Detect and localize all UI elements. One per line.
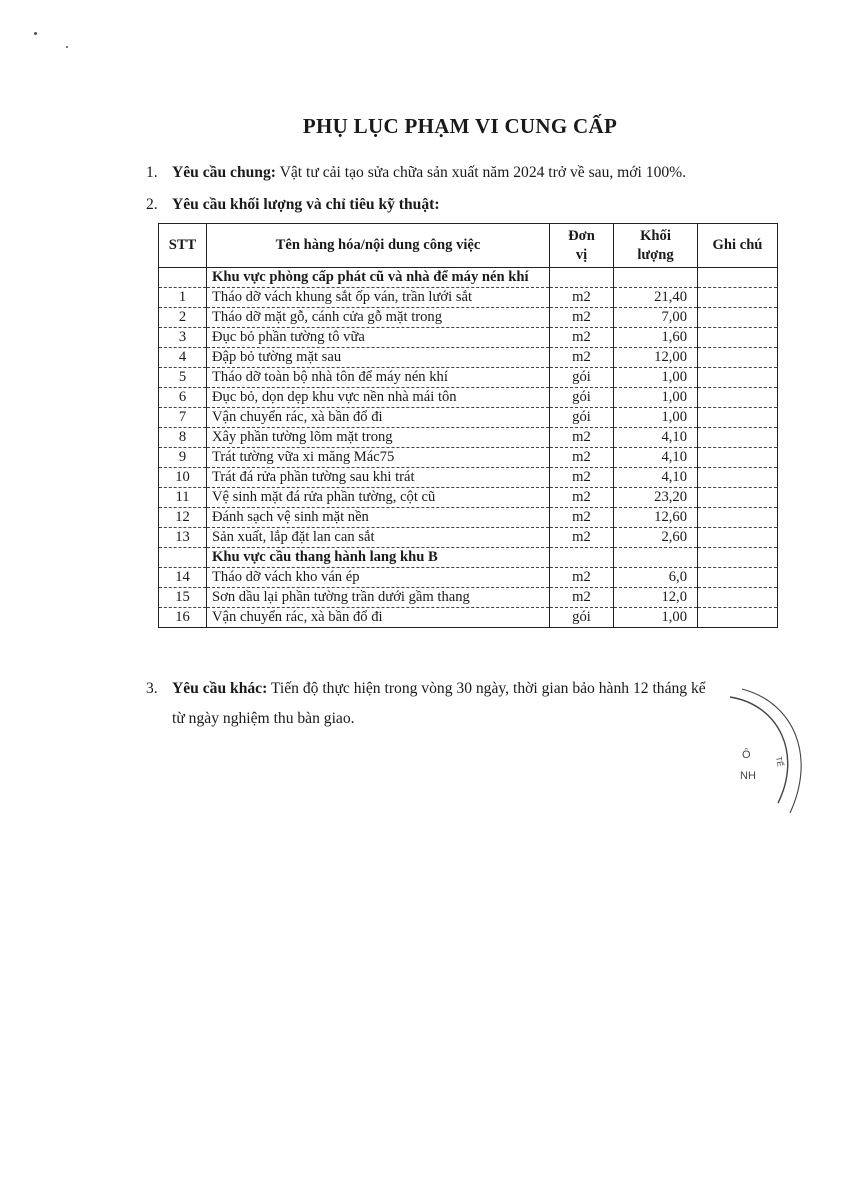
cell-quantity: 12,00 [614,348,698,368]
cell-unit: m2 [550,568,614,588]
cell-unit: m2 [550,588,614,608]
requirement-quantity [146,194,440,216]
cell-quantity: 1,60 [614,328,698,348]
cell-unit: m2 [550,488,614,508]
table-row [159,468,778,488]
table-section-row [159,548,778,568]
table-row [159,328,778,348]
requirement-label: Yêu cầu khối lượng và chỉ tiêu kỹ thuật: [172,196,440,213]
cell-name: Tháo dỡ vách kho ván ép [207,568,550,588]
requirement-general [146,162,686,184]
cell-name: Đánh sạch vệ sinh mặt nền [207,508,550,528]
empty-cell [698,548,778,568]
cell-name: Tháo dỡ toàn bộ nhà tôn để máy nén khí [207,368,550,388]
cell-stt: 13 [159,528,207,548]
cell-stt: 7 [159,408,207,428]
cell-name: Đập bỏ tường mặt sau [207,348,550,368]
cell-unit: m2 [550,348,614,368]
cell-unit: m2 [550,308,614,328]
requirement-number: 2. [146,196,158,213]
empty-cell [550,548,614,568]
requirement-text: Tiến độ thực hiện trong vòng 30 ngày, thời gian bảo hành 12 tháng kể [267,680,706,697]
company-stamp [720,685,830,825]
requirement-first-line [146,674,786,704]
header-quantity-line2: lượng [637,246,674,263]
cell-quantity: 21,40 [614,288,698,308]
cell-unit: gói [550,408,614,428]
cell-unit: gói [550,388,614,408]
cell-unit: m2 [550,448,614,468]
cell-stt: 10 [159,468,207,488]
table-row [159,388,778,408]
requirement-number: 1. [146,164,158,181]
specification-table [158,223,778,628]
table-section-row [159,268,778,288]
cell-note [698,448,778,468]
cell-unit: m2 [550,428,614,448]
table-row [159,488,778,508]
stamp-text-1: Ô [742,749,751,761]
cell-unit: m2 [550,528,614,548]
cell-note [698,408,778,428]
stamp-outer-ring [730,697,788,803]
table-row [159,308,778,328]
table-row [159,588,778,608]
table-row [159,608,778,628]
cell-note [698,588,778,608]
empty-cell [698,268,778,288]
table-row [159,528,778,548]
cell-stt: 15 [159,588,207,608]
cell-quantity: 4,10 [614,428,698,448]
table-row [159,288,778,308]
table-row [159,408,778,428]
cell-note [698,528,778,548]
header-quantity [614,224,698,268]
cell-stt: 14 [159,568,207,588]
cell-stt: 12 [159,508,207,528]
header-unit-line1: Đơn [568,227,595,244]
cell-stt: 8 [159,428,207,448]
cell-stt: 1 [159,288,207,308]
cell-quantity: 12,60 [614,508,698,528]
header-stt: STT [159,224,207,268]
table-row [159,428,778,448]
cell-quantity: 2,60 [614,528,698,548]
cell-stt: 16 [159,608,207,628]
cell-note [698,328,778,348]
cell-quantity: 1,00 [614,608,698,628]
stamp-text-3: TẾ [774,755,785,768]
cell-quantity: 4,10 [614,468,698,488]
table-body [159,268,778,628]
cell-quantity: 1,00 [614,368,698,388]
cell-unit: m2 [550,508,614,528]
cell-name: Vận chuyển rác, xà bần đổ đi [207,608,550,628]
cell-unit: gói [550,368,614,388]
cell-name: Đục bỏ, dọn dẹp khu vực nền nhà mái tôn [207,388,550,408]
cell-name: Đục bỏ phần tường tô vữa [207,328,550,348]
empty-cell [614,268,698,288]
stamp-inner-ring [742,689,801,813]
scan-speck [34,32,37,35]
cell-quantity: 23,20 [614,488,698,508]
cell-unit: m2 [550,328,614,348]
page-title: PHỤ LỤC PHẠM VI CUNG CẤP [302,114,618,138]
scan-speck [66,46,68,48]
requirement-other [146,674,786,734]
cell-quantity: 7,00 [614,308,698,328]
requirement-text-continued: từ ngày nghiệm thu bàn giao. [172,710,355,727]
cell-name: Vận chuyển rác, xà bần đổ đi [207,408,550,428]
cell-note [698,468,778,488]
stamp-text-2: NH [740,770,756,782]
cell-name: Trát tường vữa xi măng Mác75 [207,448,550,468]
cell-name: Tháo dỡ mặt gỗ, cánh cửa gỗ mặt trong [207,308,550,328]
section-title: Khu vực phòng cấp phát cũ và nhà để máy nén khí [207,268,550,288]
cell-note [698,308,778,328]
cell-quantity: 1,00 [614,388,698,408]
requirement-number: 3. [146,680,158,697]
cell-stt: 11 [159,488,207,508]
section-title: Khu vực cầu thang hành lang khu B [207,548,550,568]
cell-stt: 9 [159,448,207,468]
header-name: Tên hàng hóa/nội dung công việc [207,224,550,268]
cell-stt: 3 [159,328,207,348]
table-row [159,368,778,388]
requirement-text: Vật tư cải tạo sửa chữa sản xuất năm 2024 trở về sau, mới 100%. [275,164,687,181]
cell-note [698,428,778,448]
cell-note [698,368,778,388]
table-row [159,508,778,528]
cell-name: Xây phần tường lõm mặt trong [207,428,550,448]
cell-stt: 5 [159,368,207,388]
empty-cell [614,548,698,568]
cell-name: Sơn dầu lại phần tường trần dưới gầm thang [207,588,550,608]
cell-name: Vệ sinh mặt đá rửa phần tường, cột cũ [207,488,550,508]
cell-quantity: 4,10 [614,448,698,468]
header-quantity-line1: Khối [640,227,671,244]
cell-name: Trát đá rửa phần tường sau khi trát [207,468,550,488]
cell-unit: gói [550,608,614,628]
header-unit-line2: vị [575,246,588,263]
cell-unit: m2 [550,288,614,308]
cell-name: Sản xuất, lắp đặt lan can sắt [207,528,550,548]
cell-name: Tháo dỡ vách khung sắt ốp ván, trần lưới sắt [207,288,550,308]
cell-note [698,508,778,528]
header-note: Ghi chú [698,224,778,268]
table-header-row [159,224,778,268]
cell-note [698,488,778,508]
cell-stt: 2 [159,308,207,328]
table-row [159,568,778,588]
cell-quantity: 1,00 [614,408,698,428]
cell-note [698,288,778,308]
cell-stt: 4 [159,348,207,368]
cell-note [698,388,778,408]
cell-quantity: 12,0 [614,588,698,608]
header-unit [550,224,614,268]
cell-stt: 6 [159,388,207,408]
empty-cell [159,268,207,288]
table-row [159,348,778,368]
requirement-label: Yêu cầu chung: [172,164,276,181]
cell-note [698,568,778,588]
cell-unit: m2 [550,468,614,488]
cell-quantity: 6,0 [614,568,698,588]
table-row [159,448,778,468]
empty-cell [159,548,207,568]
cell-note [698,608,778,628]
requirement-label: Yêu cầu khác: [172,680,268,697]
cell-note [698,348,778,368]
empty-cell [550,268,614,288]
